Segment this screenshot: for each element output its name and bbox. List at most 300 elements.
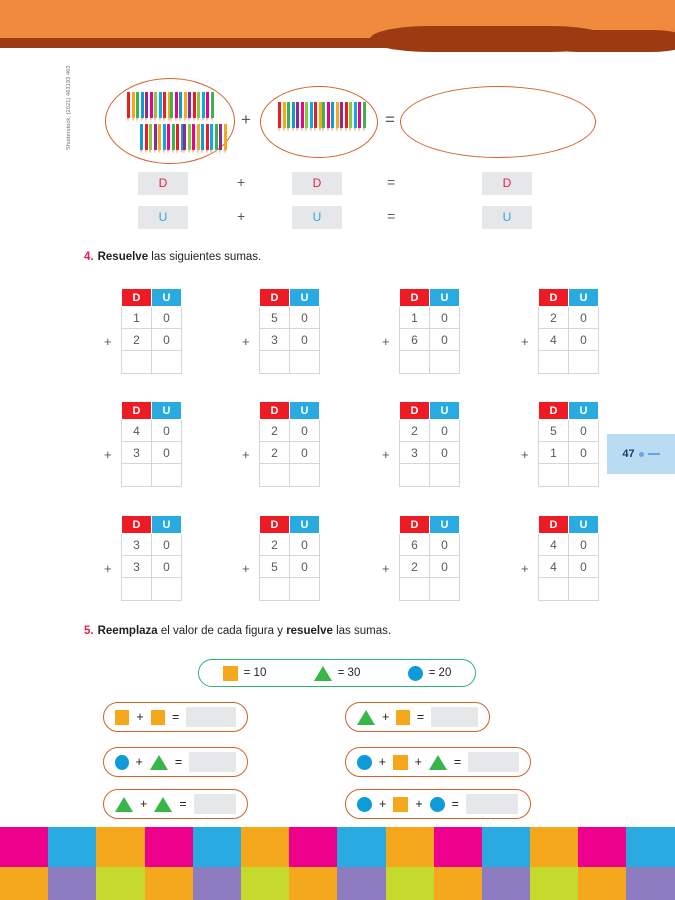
digit-cell: 2 [260,420,290,442]
answer-cell[interactable] [539,578,569,601]
exercise-5-heading [84,625,391,637]
color-block [145,827,193,900]
exercise-5-lead-3: resuelve [286,625,333,637]
answer-cell[interactable] [539,351,569,374]
digit-cell: 2 [539,307,569,329]
digit-cell: 0 [152,556,182,578]
digit-cell: 3 [260,329,290,351]
digit-cell: 0 [430,307,460,329]
sum-table [538,288,599,374]
plus-sign: + [104,334,112,349]
sum-table [259,515,320,601]
table-row [400,351,460,374]
table-row [539,464,599,487]
color-block-bottom [578,867,626,900]
circle-icon [357,755,372,770]
sum-table [259,401,320,487]
digit-cell: 0 [569,307,599,329]
column-header-u: U [290,402,320,420]
column-header-d: D [539,289,569,307]
digit-cell: 4 [539,556,569,578]
square-icon [396,710,410,725]
pencil-bundle [183,124,227,150]
plus-sign: + [382,447,390,462]
table-row [539,351,599,374]
answer-cell[interactable] [569,464,599,487]
page-bottom-decoration [0,827,675,900]
column-header-d: D [122,516,152,534]
legend-value: = 30 [337,667,361,679]
answer-cell[interactable] [400,578,430,601]
table-row [260,556,320,578]
sum-exercise [242,288,317,374]
plus-sign: + [521,447,529,462]
square-icon [115,710,129,725]
column-header-d: D [400,402,430,420]
equals-sign: = [387,174,396,190]
table-row [122,578,182,601]
digit-cell: 0 [152,420,182,442]
exercise-5-number: 5. [84,625,94,637]
digit-cell: 0 [152,534,182,556]
pencil-bundle [140,124,184,150]
digit-cell: 0 [430,420,460,442]
digit-cell: 2 [260,534,290,556]
plus-sign: + [378,755,386,769]
circle-icon [115,755,129,770]
pencil-bundle [322,102,366,128]
digit-cell: 2 [260,442,290,464]
column-header-u: U [152,516,182,534]
triangle-icon [154,797,172,812]
exercise-5-lead-4: las sumas. [332,625,392,637]
circle-icon [357,797,372,812]
digit-cell: 0 [430,556,460,578]
color-block-bottom [434,867,482,900]
shape-equation-row [345,702,490,732]
answer-blank[interactable] [468,752,519,772]
color-block-bottom [145,867,193,900]
sum-exercise [104,515,179,601]
answer-cell[interactable] [152,351,182,374]
table-row [400,442,460,464]
answer-cell[interactable] [430,351,460,374]
plus-sign: + [104,561,112,576]
table-row [260,329,320,351]
table-row [400,556,460,578]
answer-cell[interactable] [290,578,320,601]
table-row [260,420,320,442]
equals-sign: = [179,797,187,811]
plus-sign: + [242,561,250,576]
color-block-top [289,827,337,867]
plus-sign: + [382,334,390,349]
digit-cell: 1 [400,307,430,329]
equals-sign: = [387,208,396,224]
color-block-bottom [626,867,674,900]
color-block-top [0,827,48,867]
sum-table [538,515,599,601]
digit-cell: 0 [152,329,182,351]
d-box-middle[interactable]: D [292,172,342,195]
table-row [122,442,182,464]
legend-value: = 10 [243,667,267,679]
place-value-row-u [100,206,610,230]
color-block [241,827,289,900]
color-block-top [145,827,193,867]
table-row [260,534,320,556]
column-header-d: D [539,516,569,534]
legend-entry [223,666,267,681]
color-block-bottom [48,867,96,900]
equals-sign: = [416,710,425,724]
place-value-row-d [100,172,610,196]
triangle-icon [314,666,332,681]
u-box-middle[interactable]: U [292,206,342,229]
color-block [530,827,578,900]
plus-sign: + [241,110,251,129]
u-box-result[interactable]: U [482,206,532,229]
color-block-bottom [289,867,337,900]
table-row [122,534,182,556]
color-block-top [193,827,241,867]
column-header-d: D [400,516,430,534]
column-header-u: U [430,516,460,534]
answer-cell[interactable] [569,578,599,601]
digit-cell: 5 [260,307,290,329]
answer-cell[interactable] [260,578,290,601]
column-header-d: D [260,516,290,534]
shape-equation-row [103,789,248,819]
sum-table [399,515,460,601]
color-block-bottom [337,867,385,900]
digit-cell: 2 [122,329,152,351]
d-box-left[interactable]: D [138,172,188,195]
brown-band-bump-2 [540,30,675,52]
color-block-top [96,827,144,867]
sum-table [399,288,460,374]
u-box-left[interactable]: U [138,206,188,229]
pencil-bundle [278,102,322,128]
page-number-tab [607,434,675,474]
table-row [539,329,599,351]
answer-cell[interactable] [430,578,460,601]
square-icon [393,797,408,812]
digit-cell: 0 [152,307,182,329]
legend-value: = 20 [428,667,452,679]
table-row [260,578,320,601]
answer-cell[interactable] [400,464,430,487]
digit-cell: 0 [152,442,182,464]
digit-cell: 3 [122,534,152,556]
answer-cell[interactable] [400,351,430,374]
square-icon [223,666,238,681]
table-row [400,329,460,351]
color-block [578,827,626,900]
answer-cell[interactable] [569,351,599,374]
sum-table [121,515,182,601]
square-icon [151,710,165,725]
column-header-d: D [122,402,152,420]
column-header-d: D [260,289,290,307]
color-block-bottom [96,867,144,900]
exercise-4-heading [84,251,261,263]
digit-cell: 4 [539,534,569,556]
legend-entry [408,666,452,681]
digit-cell: 0 [290,556,320,578]
column-header-d: D [539,402,569,420]
column-header-u: U [430,289,460,307]
triangle-icon [150,755,168,770]
color-block-top [434,827,482,867]
answer-cell[interactable] [290,351,320,374]
color-block [0,827,48,900]
table-row [122,351,182,374]
table-row [539,556,599,578]
sum-exercise [521,288,596,374]
plus-sign: + [242,334,250,349]
answer-cell[interactable] [152,578,182,601]
answer-cell[interactable] [290,464,320,487]
color-block-top [578,827,626,867]
equals-sign: = [451,797,459,811]
plus-sign: + [135,755,143,769]
sum-exercise [382,515,457,601]
digit-cell: 0 [290,442,320,464]
pencil-bundle [127,92,171,118]
page-top-decoration [0,0,675,52]
sum-exercise [382,288,457,374]
table-row [400,578,460,601]
table-row [122,329,182,351]
column-header-d: D [122,289,152,307]
plus-sign: + [382,710,390,724]
digit-cell: 0 [430,442,460,464]
image-credit: Shutterstock, (2021) 463193 463 [66,65,72,150]
table-row [260,351,320,374]
digit-cell: 0 [569,534,599,556]
circle-icon [408,666,423,681]
square-icon [393,755,408,770]
sum-exercise [104,401,179,487]
color-block [96,827,144,900]
equals-sign: = [385,110,395,129]
digit-cell: 4 [122,420,152,442]
digit-cell: 0 [569,442,599,464]
column-header-u: U [152,402,182,420]
table-row [400,464,460,487]
shape-equation-row [345,789,531,819]
answer-cell[interactable] [430,464,460,487]
digit-cell: 5 [260,556,290,578]
triangle-icon [429,755,447,770]
plus-sign: + [379,797,387,811]
table-row [260,442,320,464]
column-header-d: D [260,402,290,420]
dot-icon [639,452,644,457]
color-block-top [241,827,289,867]
table-row [400,307,460,329]
digit-cell: 2 [400,556,430,578]
page-number: 47 [622,448,635,460]
digit-cell: 0 [290,329,320,351]
table-row [122,464,182,487]
sum-exercise [521,401,596,487]
exercise-5-lead-1: Reemplaza [97,625,158,637]
orange-band-bump-2 [530,0,675,18]
plus-sign: + [237,174,246,190]
answer-blank[interactable] [189,752,236,772]
digit-cell: 0 [290,307,320,329]
exercise-5-lead-2: el valor de cada figura y [157,625,287,637]
shape-value-legend [198,659,476,687]
answer-cell[interactable] [122,351,152,374]
color-block-bottom [386,867,434,900]
answer-blank[interactable] [466,794,518,814]
answer-blank[interactable] [431,707,478,727]
table-row [539,578,599,601]
plus-sign: + [242,447,250,462]
equals-sign: = [174,755,183,769]
digit-cell: 0 [569,329,599,351]
color-block-bottom [241,867,289,900]
color-block-bottom [193,867,241,900]
column-header-u: U [569,516,599,534]
color-block [193,827,241,900]
equals-sign: = [453,755,462,769]
shape-equation-row [103,747,248,777]
color-block-bottom [482,867,530,900]
table-row [260,307,320,329]
sum-table [121,401,182,487]
d-box-result[interactable]: D [482,172,532,195]
answer-cell[interactable] [260,351,290,374]
plus-sign: + [521,561,529,576]
table-row [400,420,460,442]
plus-sign: + [382,561,390,576]
column-header-d: D [400,289,430,307]
color-block [386,827,434,900]
exercise-4-number: 4. [84,251,94,263]
color-block-bottom [530,867,578,900]
color-block-bottom [0,867,48,900]
digit-cell: 0 [290,534,320,556]
digit-cell: 6 [400,534,430,556]
triangle-icon [115,797,133,812]
digit-cell: 1 [539,442,569,464]
sum-exercise [521,515,596,601]
digit-cell: 1 [122,307,152,329]
digit-cell: 4 [539,329,569,351]
equals-sign: = [172,710,180,724]
triangle-icon [357,710,375,725]
digit-cell: 3 [400,442,430,464]
column-header-u: U [290,516,320,534]
sum-exercise [104,288,179,374]
digit-cell: 6 [400,329,430,351]
color-block [434,827,482,900]
digit-cell: 2 [400,420,430,442]
color-block [482,827,530,900]
digit-cell: 5 [539,420,569,442]
color-block [48,827,96,900]
answer-blank[interactable] [194,794,236,814]
digit-cell: 0 [569,420,599,442]
digit-cell: 0 [430,534,460,556]
plus-sign: + [237,208,246,224]
pencil-bundle [170,92,214,118]
color-block-top [626,827,674,867]
column-header-u: U [569,289,599,307]
shape-equation-row [103,702,248,732]
exercise-4-lead-bold: Resuelve [97,251,149,263]
plus-sign: + [136,710,144,724]
dash-icon [648,453,660,455]
table-row [122,307,182,329]
table-row [400,534,460,556]
column-header-u: U [290,289,320,307]
legend-entry [314,666,361,681]
sum-exercise [242,515,317,601]
digit-cell: 0 [290,420,320,442]
answer-cell[interactable] [122,464,152,487]
color-block-top [48,827,96,867]
color-block [289,827,337,900]
answer-cell[interactable] [539,464,569,487]
table-row [260,464,320,487]
pencil-groups-illustration [100,78,610,168]
oval-answer-empty[interactable] [400,86,596,158]
column-header-u: U [569,402,599,420]
digit-cell: 0 [569,556,599,578]
digit-cell: 3 [122,556,152,578]
color-block-top [530,827,578,867]
plus-sign: + [104,447,112,462]
sum-table [538,401,599,487]
column-header-u: U [430,402,460,420]
color-block-top [386,827,434,867]
digit-cell: 3 [122,442,152,464]
answer-cell[interactable] [260,464,290,487]
sum-table [399,401,460,487]
answer-blank[interactable] [186,707,236,727]
exercise-4-lead-rest: las siguientes sumas. [148,251,262,263]
table-row [539,442,599,464]
answer-cell[interactable] [152,464,182,487]
plus-sign: + [140,797,148,811]
table-row [539,420,599,442]
table-row [122,556,182,578]
sum-table [121,288,182,374]
color-block [626,827,674,900]
digit-cell: 0 [430,329,460,351]
color-block [337,827,385,900]
table-row [122,420,182,442]
plus-sign: + [414,755,422,769]
circle-icon [430,797,445,812]
color-block-top [482,827,530,867]
sum-exercise [382,401,457,487]
shape-equation-row [345,747,531,777]
plus-sign: + [521,334,529,349]
plus-sign: + [415,797,423,811]
sum-table [259,288,320,374]
table-row [539,534,599,556]
answer-cell[interactable] [122,578,152,601]
column-header-u: U [152,289,182,307]
color-block-top [337,827,385,867]
table-row [539,307,599,329]
